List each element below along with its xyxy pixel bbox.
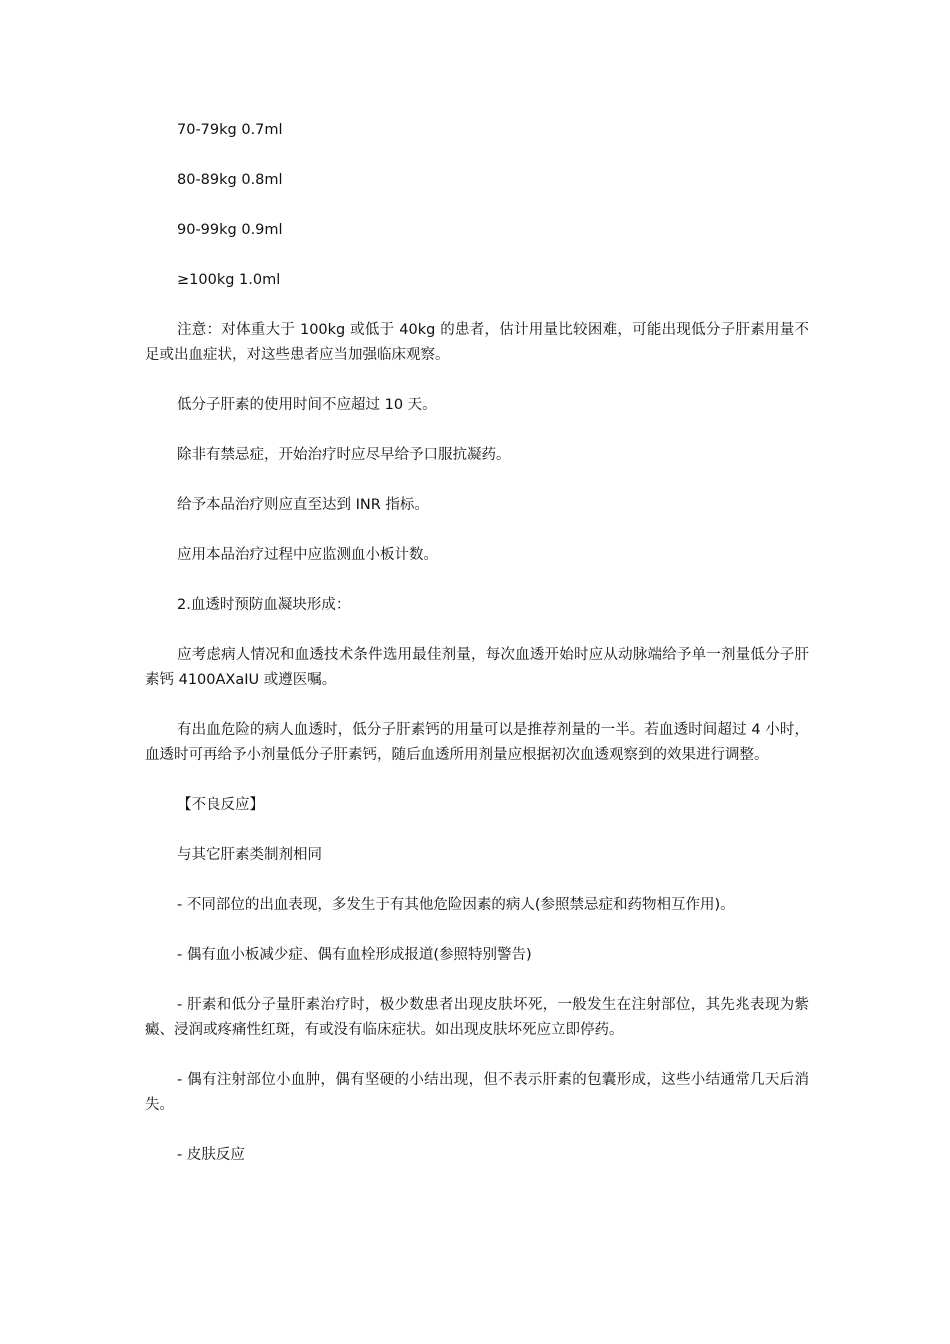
bleeding-risk-paragraph: 有出血危险的病人血透时，低分子肝素钙的用量可以是推荐剂量的一半。若血透时间超过 4 小时，血透时可再给予小剂量低分子肝素钙，随后血透所用剂量应根据初次血透观察到的效果进行调整。	[145, 722, 809, 763]
adverse-reactions-heading: 【不良反应】	[177, 797, 264, 813]
platelet-monitoring-paragraph: 应用本品治疗过程中应监测血小板计数。	[177, 547, 438, 563]
dosage-line-80-89: 80-89kg 0.8ml	[177, 172, 283, 188]
adverse-reactions-intro: 与其它肝素类制剂相同	[177, 847, 322, 863]
adverse-item-bleeding: - 不同部位的出血表现，多发生于有其他危险因素的病人(参照禁忌症和药物相互作用)。	[177, 897, 735, 913]
dosage-line-100-plus: ≥100kg 1.0ml	[177, 272, 281, 288]
adverse-item-thrombocytopenia: - 偶有血小板减少症、偶有血栓形成报道(参照特别警告)	[177, 947, 532, 963]
oral-anticoagulant-paragraph: 除非有禁忌症，开始治疗时应尽早给予口服抗凝药。	[177, 447, 511, 463]
duration-limit-paragraph: 低分子肝素的使用时间不应超过 10 天。	[177, 397, 437, 413]
dosage-line-70-79: 70-79kg 0.7ml	[177, 122, 283, 138]
dosage-line-90-99: 90-99kg 0.9ml	[177, 222, 283, 238]
adverse-item-skin-necrosis: - 肝素和低分子量肝素治疗时，极少数患者出现皮肤坏死，一般发生在注射部位，其先兆表现为紫癜、浸润或疼痛性红斑，有或没有临床症状。如出现皮肤坏死应立即停药。	[145, 997, 809, 1038]
section-heading-hemodialysis: 2.血透时预防血凝块形成：	[177, 597, 351, 613]
weight-caution-paragraph: 注意：对体重大于 100kg 或低于 40kg 的患者，估计用量比较困难，可能出现低分子肝素用量不足或出血症状，对这些患者应当加强临床观察。	[145, 322, 809, 363]
adverse-item-skin-reaction: - 皮肤反应	[177, 1147, 245, 1163]
hemodialysis-dose-paragraph: 应考虑病人情况和血透技术条件选用最佳剂量，每次血透开始时应从动脉端给予单一剂量低分子肝素钙 4100AXaIU 或遵医嘱。	[145, 647, 809, 688]
inr-paragraph: 给予本品治疗则应直至达到 INR 指标。	[177, 497, 429, 513]
document-body	[145, 118, 809, 1193]
adverse-item-hematoma: - 偶有注射部位小血肿，偶有坚硬的小结出现，但不表示肝素的包囊形成，这些小结通常几天后消失。	[145, 1072, 809, 1113]
